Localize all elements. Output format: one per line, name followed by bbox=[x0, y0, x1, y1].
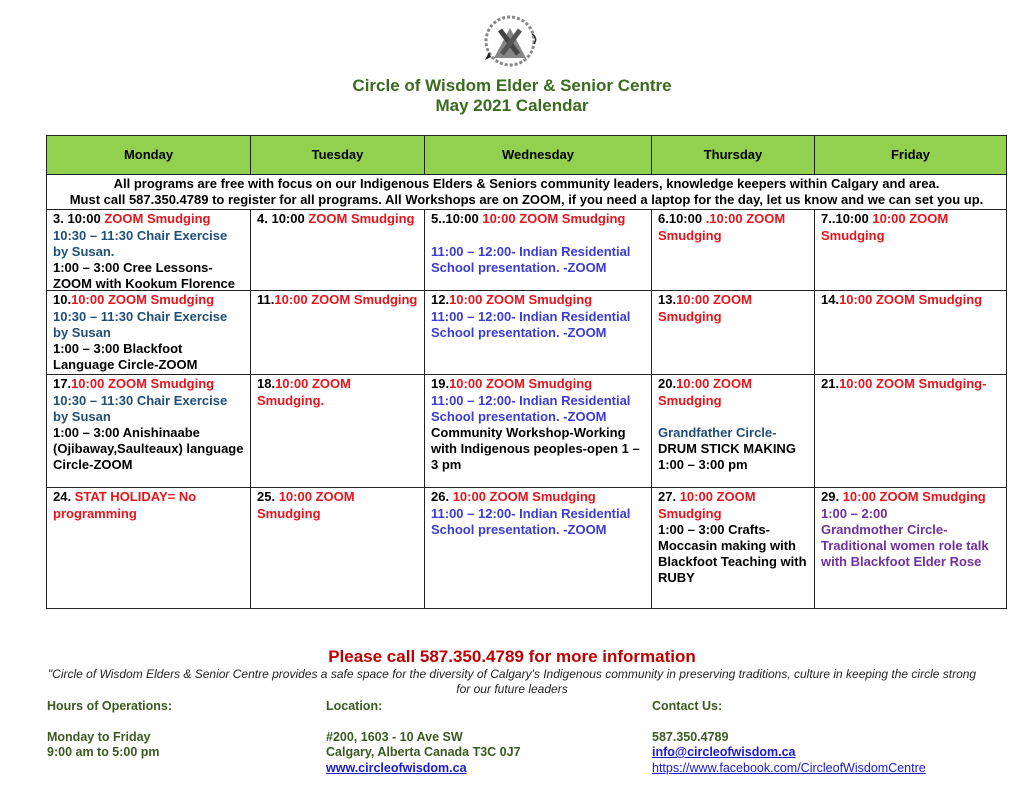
day-cell-content bbox=[658, 489, 808, 586]
day-cell[interactable] bbox=[47, 210, 251, 291]
event-text: 1:00 – 3:00 pm bbox=[658, 457, 748, 473]
event-text: .10:00 ZOOM Smudging bbox=[658, 211, 786, 243]
day-cell-content bbox=[257, 292, 418, 308]
event-text: 10:00 bbox=[271, 211, 309, 227]
day-cell-content bbox=[658, 292, 808, 324]
hours-heading: Hours of Operations: bbox=[47, 699, 173, 713]
day-cell[interactable] bbox=[251, 210, 425, 291]
day-number: 6. bbox=[658, 211, 669, 227]
week-row bbox=[47, 210, 1007, 291]
day-cell-content bbox=[53, 376, 244, 473]
day-cell-content bbox=[53, 292, 244, 373]
day-cell-content bbox=[431, 211, 645, 289]
hours-days: Monday to Friday bbox=[47, 729, 151, 744]
event-text: 10:00 bbox=[835, 211, 873, 227]
weekday-header: Monday bbox=[47, 136, 251, 175]
day-cell[interactable] bbox=[815, 210, 1007, 291]
event-text: 10:00 ZOOM Smudging bbox=[449, 376, 593, 392]
event-text: STAT HOLIDAY= No programming bbox=[53, 489, 197, 521]
event-text: Grandfather Circle- bbox=[658, 425, 777, 441]
weekday-header: Wednesday bbox=[425, 136, 652, 175]
day-number: 19. bbox=[431, 376, 450, 392]
event-text bbox=[658, 409, 662, 424]
day-cell[interactable] bbox=[652, 488, 815, 609]
day-number: 3. bbox=[53, 211, 68, 227]
day-number: 12. bbox=[431, 292, 450, 308]
location-heading: Location: bbox=[326, 699, 383, 713]
event-text: 10:00 ZOOM Smudging bbox=[274, 292, 418, 308]
day-number: 18. bbox=[257, 376, 276, 392]
contact-phone: 587.350.4789 bbox=[652, 729, 729, 744]
facebook-link[interactable]: https://www.facebook.com/CircleofWisdomCentre bbox=[652, 760, 926, 775]
event-text: 10:00 ZOOM Smudging bbox=[658, 489, 756, 521]
day-cell[interactable] bbox=[47, 488, 251, 609]
day-cell[interactable] bbox=[652, 291, 815, 375]
day-cell[interactable] bbox=[815, 375, 1007, 488]
day-number: 14. bbox=[821, 292, 840, 308]
weekday-header: Tuesday bbox=[251, 136, 425, 175]
email-link[interactable]: info@circleofwisdom.ca bbox=[652, 745, 796, 759]
day-cell-content bbox=[257, 376, 418, 408]
event-text: 10:00 ZOOM Smudging bbox=[839, 292, 983, 308]
day-cell[interactable] bbox=[652, 210, 815, 291]
weekday-header: Friday bbox=[815, 136, 1007, 175]
day-number: 21. bbox=[821, 376, 840, 392]
day-number: 20. bbox=[658, 376, 677, 392]
day-cell-content bbox=[257, 489, 418, 521]
mission-statement: "Circle of Wisdom Elders & Senior Centre provides a safe space for the diversity of Calgary's Indigenous community in preserving traditions, culture in keeping the circle strong for our future leaders bbox=[47, 667, 977, 696]
hours-times: 9:00 am to 5:00 pm bbox=[47, 745, 160, 759]
event-text: 10:00 ZOOM Smudging bbox=[821, 211, 949, 243]
event-text: 10:00 ZOOM Smudging bbox=[449, 292, 593, 308]
location-section bbox=[326, 699, 521, 776]
address-line-2: Calgary, Alberta Canada T3C 0J7 bbox=[326, 745, 521, 759]
day-number: 25. bbox=[257, 489, 279, 505]
day-cell[interactable] bbox=[815, 488, 1007, 609]
week-row bbox=[47, 375, 1007, 488]
day-cell-content bbox=[431, 489, 645, 538]
event-text: 11:00 – 12:00- Indian Residential School presentation. -ZOOM bbox=[431, 505, 631, 537]
day-cell[interactable] bbox=[815, 291, 1007, 375]
event-text: 10:00 bbox=[67, 211, 105, 227]
day-number: 11. bbox=[257, 292, 275, 308]
day-number: 29. bbox=[821, 489, 843, 505]
event-text: 10:30 – 11:30 Chair Exercise by Susan bbox=[53, 308, 228, 340]
event-text: 11:00 – 12:00- Indian Residential School presentation. -ZOOM bbox=[431, 308, 631, 340]
day-cell-content bbox=[53, 489, 244, 521]
day-cell-content bbox=[821, 376, 1000, 392]
day-number: 17. bbox=[53, 376, 72, 392]
event-text: 1:00 – 3:00 Cree Lessons-ZOOM with Kookum Florence bbox=[53, 260, 236, 290]
calendar-table bbox=[46, 135, 1007, 609]
notice-line-2: Must call 587.350.4789 to register for all programs. All Workshops are on ZOOM, if you need a laptop for the day, let us know and we can set you up. bbox=[69, 192, 984, 208]
contact-section bbox=[652, 699, 926, 776]
day-cell-content bbox=[257, 211, 418, 289]
week-row bbox=[47, 291, 1007, 375]
day-cell[interactable] bbox=[652, 375, 815, 488]
dreamcatcher-logo-icon bbox=[470, 10, 550, 70]
event-text: 10:00 ZOOM Smudging. bbox=[257, 376, 351, 408]
day-cell[interactable] bbox=[47, 375, 251, 488]
day-cell[interactable] bbox=[425, 375, 652, 488]
website-link[interactable]: www.circleofwisdom.ca bbox=[326, 760, 467, 775]
day-number: 4. bbox=[257, 211, 272, 227]
event-text: 10:00 ZOOM Smudging bbox=[71, 292, 215, 308]
event-text: 10:00 ZOOM Smudging bbox=[452, 489, 596, 505]
day-number: 27. bbox=[658, 489, 680, 505]
address-line-1: #200, 1603 - 10 Ave SW bbox=[326, 729, 463, 744]
day-cell[interactable] bbox=[251, 291, 425, 375]
event-text: 1:00 – 2:00 bbox=[821, 505, 888, 521]
event-text: 1:00 – 3:00 Anishinaabe (Ojibaway,Saulteaux) language Circle-ZOOM bbox=[53, 425, 244, 473]
event-text: 1:00 – 3:00 Blackfoot Language Circle-ZOOM bbox=[53, 341, 198, 373]
event-text bbox=[431, 228, 435, 243]
page-subtitle: May 2021 Calendar bbox=[435, 96, 589, 115]
day-number: 24. bbox=[53, 489, 75, 505]
day-cell[interactable] bbox=[251, 375, 425, 488]
event-text: 1:00 – 3:00 Crafts-Moccasin making with Blackfoot Teaching with RUBY bbox=[658, 521, 807, 586]
day-cell-content bbox=[821, 211, 1000, 289]
notice-cell bbox=[47, 175, 1007, 210]
day-cell[interactable] bbox=[251, 488, 425, 609]
event-text: ZOOM Smudging bbox=[104, 211, 211, 227]
notice-line-1: All programs are free with focus on our Indigenous Elders & Seniors community leaders, knowledge keepers within Calgary and area. bbox=[113, 176, 940, 191]
event-text: 11:00 – 12:00- Indian Residential School presentation. -ZOOM bbox=[431, 392, 631, 424]
event-text: 10:00 ZOOM Smudging bbox=[842, 489, 986, 505]
event-text: 10:00 bbox=[445, 211, 483, 227]
day-number: 26. bbox=[431, 489, 453, 505]
day-number: 13. bbox=[658, 292, 677, 308]
hours-section bbox=[47, 699, 172, 761]
week-row bbox=[47, 488, 1007, 609]
event-text: ZOOM Smudging bbox=[308, 211, 415, 227]
event-text: 10:00 ZOOM Smudging bbox=[482, 211, 626, 227]
event-text: 10:00 ZOOM Smudging- bbox=[839, 376, 987, 392]
event-text: 10:00 ZOOM Smudging bbox=[257, 489, 355, 521]
day-cell-content bbox=[431, 376, 645, 473]
day-cell-content bbox=[658, 376, 808, 473]
day-number: 10. bbox=[53, 292, 72, 308]
day-number: 7.. bbox=[821, 211, 836, 227]
day-cell[interactable] bbox=[47, 291, 251, 375]
day-number: 5.. bbox=[431, 211, 446, 227]
contact-heading: Contact Us: bbox=[652, 699, 723, 713]
event-text: 10:00 bbox=[668, 211, 706, 227]
event-text: 10:30 – 11:30 Chair Exercise by Susan. bbox=[53, 227, 228, 259]
day-cell[interactable] bbox=[425, 488, 652, 609]
day-cell-content bbox=[53, 211, 244, 289]
event-text: 10:00 ZOOM Smudging bbox=[658, 292, 752, 324]
weekday-header-row bbox=[47, 136, 1007, 175]
event-text: 10:30 – 11:30 Chair Exercise by Susan bbox=[53, 392, 228, 424]
day-cell[interactable] bbox=[425, 291, 652, 375]
event-text: 10:00 ZOOM Smudging bbox=[71, 376, 215, 392]
day-cell-content bbox=[658, 211, 808, 289]
page-title: Circle of Wisdom Elder & Senior Centre bbox=[352, 76, 672, 95]
event-text: 11:00 – 12:00- Indian Residential School presentation. -ZOOM bbox=[431, 243, 631, 276]
event-text: 10:00 ZOOM Smudging bbox=[658, 376, 752, 408]
notice-row bbox=[47, 175, 1007, 210]
day-cell[interactable] bbox=[425, 210, 652, 291]
day-cell-content bbox=[821, 292, 1000, 308]
event-text: Community Workshop-Working with Indigenous peoples-open 1 – 3 pm bbox=[431, 425, 640, 473]
event-text: Grandmother Circle-Traditional women role talk with Blackfoot Elder Rose bbox=[821, 521, 989, 570]
call-for-info: Please call 587.350.4789 for more information bbox=[328, 647, 696, 666]
day-cell-content bbox=[821, 489, 1000, 570]
day-cell-content bbox=[431, 292, 645, 341]
event-text: DRUM STICK MAKING bbox=[658, 441, 796, 457]
weekday-header: Thursday bbox=[652, 136, 815, 175]
